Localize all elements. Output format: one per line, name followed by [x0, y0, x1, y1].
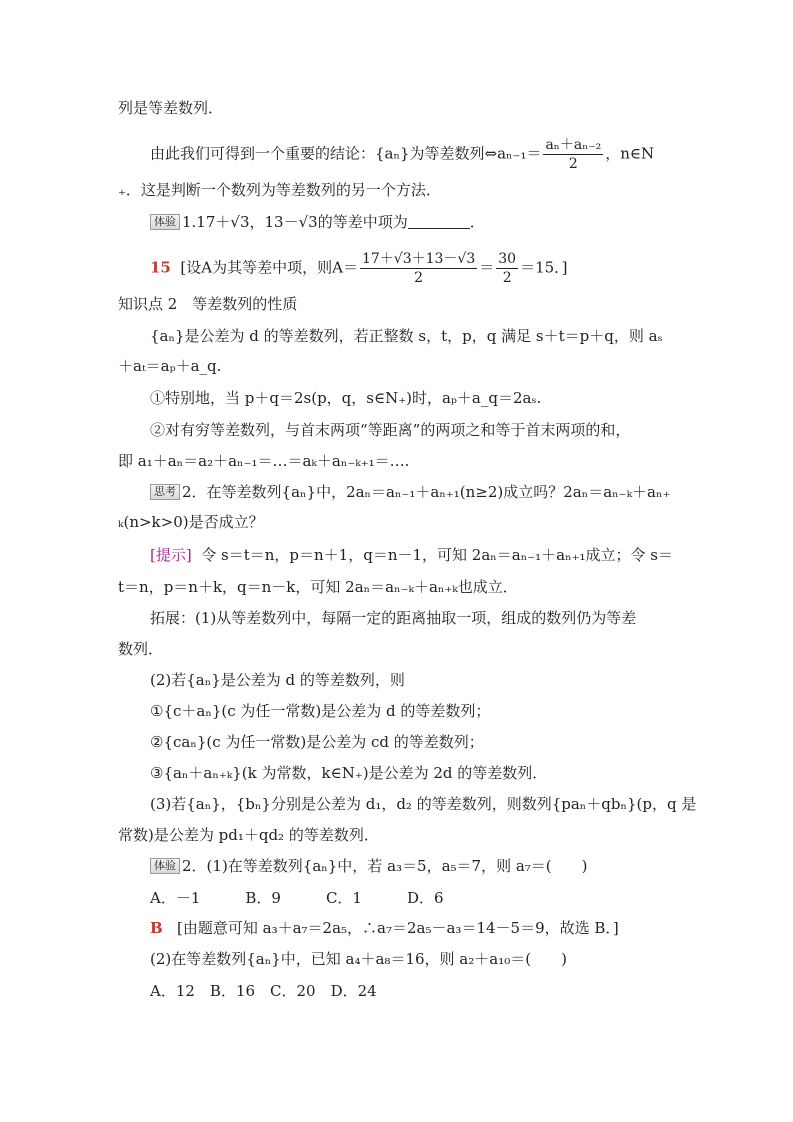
text-line: ②对有穷等差数列，与首末两项“等距离”的两项之和等于首末两项的和，	[150, 421, 631, 439]
exercise-1	[150, 212, 485, 232]
text: [由题意可知 a₃＋a₇＝2a₅，∴a₇＝2a₅－a₃＝14－5＝9，故选 B．]	[177, 919, 619, 937]
text-line: 列是等差数列．	[118, 99, 224, 117]
denominator: 2	[568, 156, 578, 172]
text-line: (2)在等差数列{aₙ}中，已知 a₄＋a₈＝16，则 a₂＋a₁₀＝( )	[150, 950, 567, 968]
answer-2	[150, 918, 619, 938]
question-text: 1.17＋√3，13－√3的等差中项为	[182, 213, 408, 231]
answer-key: 15	[150, 258, 171, 277]
text-line: ②{caₙ}(c 为任一常数)是公差为 cd 的等差数列；	[150, 733, 484, 751]
answer-1	[150, 250, 568, 287]
fraction	[496, 250, 518, 287]
sikao-tag: 思考	[150, 484, 180, 500]
answer-blank	[408, 214, 470, 229]
text-line: (2)若{aₙ}是公差为 d 的等差数列，则	[150, 671, 405, 689]
text: 由此我们可得到一个重要的结论：{aₙ}为等差数列⇔aₙ₋₁＝	[150, 144, 542, 163]
section-heading: 知识点 2 等差数列的性质	[118, 295, 298, 313]
denominator: 2	[414, 270, 424, 286]
text-line: 常数)是公差为 pd₁＋qd₂ 的等差数列．	[118, 826, 379, 844]
conclusion-line	[150, 136, 654, 173]
text-line: {aₙ}是公差为 d 的等差数列，若正整数 s，t，p，q 满足 s＋t＝p＋q，则 aₛ	[150, 327, 663, 345]
numerator: 17＋√3＋13－√3	[361, 251, 476, 267]
denominator: 2	[502, 270, 512, 286]
numerator: 30	[498, 251, 517, 267]
text-line: ①{c＋aₙ}(c 为任一常数)是公差为 d 的等差数列；	[150, 702, 491, 720]
fraction	[360, 250, 477, 287]
options-line: A．12 B．16 C．20 D．24	[150, 982, 377, 1000]
text-line: ③{aₙ＋aₙ₊ₖ}(k 为常数，k∈N₊)是公差为 2d 的等差数列．	[150, 764, 548, 782]
text-line: (3)若{aₙ}，{bₙ}分别是公差为 d₁，d₂ 的等差数列，则数列{paₙ＋qbₙ}(p，q 是	[150, 795, 697, 813]
text-line: 拓展：(1)从等差数列中，每隔一定的距离抽取一项，组成的数列仍为等差	[150, 609, 637, 627]
text: ．	[469, 213, 485, 231]
text-line: ₊．这是判断一个数列为等差数列的另一个方法．	[118, 181, 441, 199]
question-text: 2．在等差数列{aₙ}中，2aₙ＝aₙ₋₁＋aₙ₊₁(n≥2)成立吗？2aₙ＝aₙ₋ₖ＋aₙ₊	[182, 483, 671, 501]
exercise-2	[150, 856, 588, 876]
options-line: A．－1 B．9 C．1 D．6	[150, 889, 444, 907]
text: ＝15．]	[520, 258, 568, 277]
text: [设A为其等差中项，则A＝	[180, 258, 358, 277]
text-line: ₖ(n>k>0)是否成立？	[118, 513, 264, 531]
answer-key: B	[150, 919, 163, 937]
question-text: 2．(1)在等差数列{aₙ}中，若 a₃＝5，a₅＝7，则 a₇＝( )	[182, 857, 588, 875]
text-line: ①特别地，当 p＋q＝2s(p，q，s∈N₊)时，aₚ＋a_q＝2aₛ.	[150, 389, 542, 407]
hint-label: [提示]	[150, 546, 192, 564]
text-line: 数列．	[118, 640, 164, 658]
text-line: ＋aₜ＝aₚ＋a_q.	[118, 357, 222, 375]
tiyan-tag: 体验	[150, 214, 180, 230]
numerator: aₙ＋aₙ₋₂	[545, 137, 602, 153]
text-line: t＝n，p＝n＋k，q＝n－k，可知 2aₙ＝aₙ₋ₖ＋aₙ₊ₖ也成立．	[118, 578, 518, 596]
hint-line	[150, 545, 673, 565]
think-question	[150, 482, 670, 502]
tiyan-tag: 体验	[150, 858, 180, 874]
text: 令 s＝t＝n，p＝n＋1，q＝n－1，可知 2aₙ＝aₙ₋₁＋aₙ₊₁成立；令 s＝	[201, 546, 673, 564]
text: ＝	[479, 258, 495, 277]
text-line: 即 a₁＋aₙ＝a₂＋aₙ₋₁＝…＝aₖ＋aₙ₋ₖ₊₁＝….	[118, 452, 410, 470]
text: ，n∈N	[605, 144, 655, 163]
fraction	[543, 136, 603, 173]
